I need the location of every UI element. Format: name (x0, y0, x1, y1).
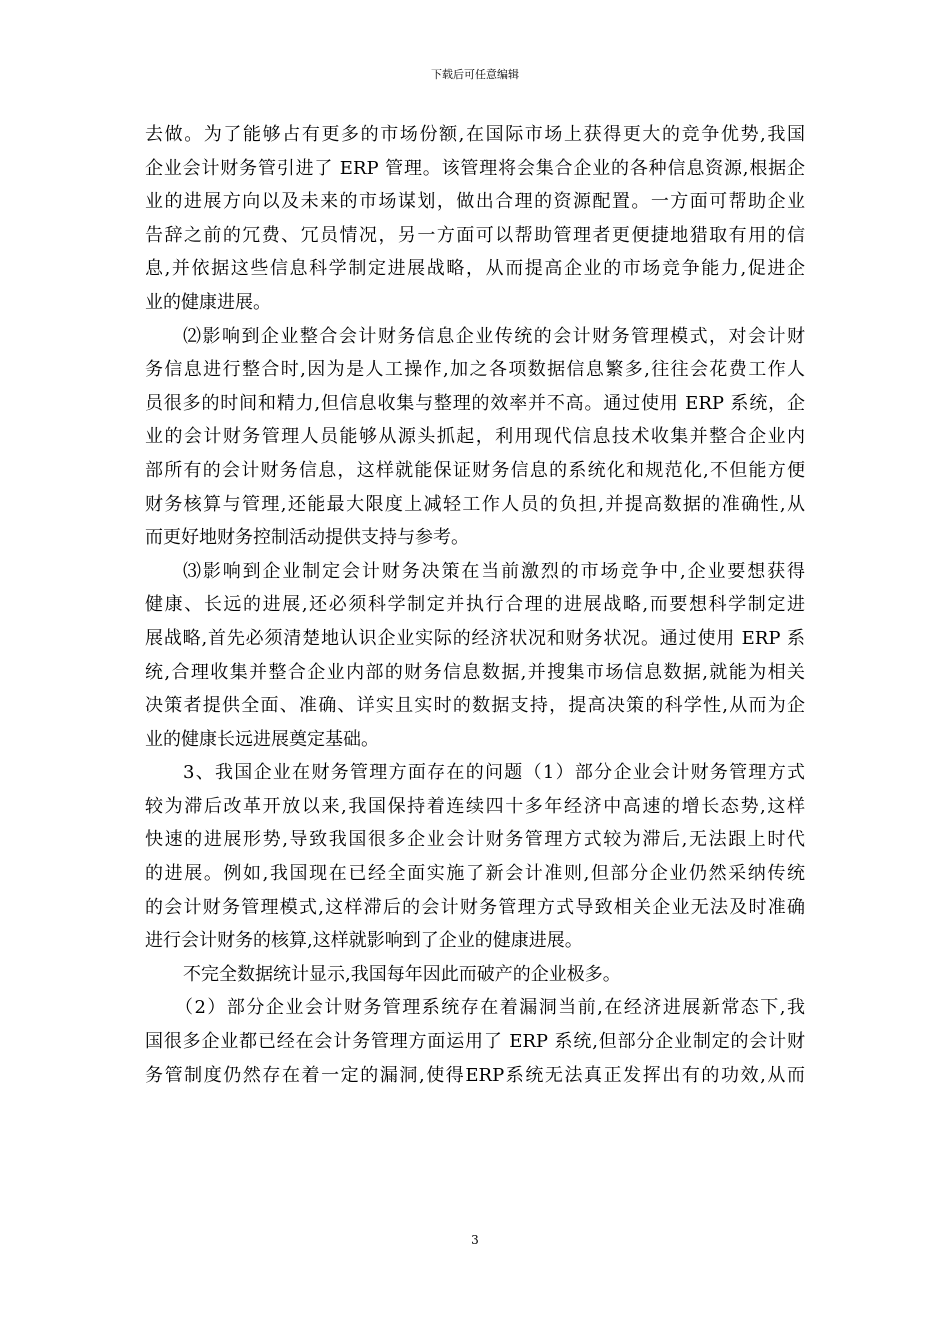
text-line: 业的健康进展。 (145, 291, 271, 313)
text-line: 财务核算与管理,还能最大限度上减轻工作人员的负担,并提高数据的准确性,从 (145, 493, 805, 515)
text-line: ⑶影响到企业制定会计财务决策在当前激烈的市场竞争中,企业要想获得 (183, 560, 805, 582)
text-line: 展战略,首先必须清楚地认识企业实际的经济状况和财务状况。通过使用 ERP 系 (145, 627, 805, 649)
text-line: 较为滞后改革开放以来,我国保持着连续四十多年经济中高速的增长态势,这样 (145, 795, 805, 817)
page-number: 3 (471, 1233, 479, 1247)
text-line: 快速的进展形势,导致我国很多企业会计财务管理方式较为滞后,无法跟上时代 (145, 829, 805, 851)
text-line: 的会计财务管理模式,这样滞后的会计财务管理方式导致相关企业无法及时准确 (145, 896, 805, 918)
text-line: 决策者提供全面、准确、详实且实时的数据支持，提高决策的科学性,从而为企 (145, 695, 805, 717)
text-line: 部所有的会计财务信息，这样就能保证财务信息的系统化和规范化,不但能方便 (145, 459, 805, 481)
text-line: 业的进展方向以及未来的市场谋划，做出合理的资源配置。一方面可帮助企业 (145, 191, 805, 213)
text-line: 去做。为了能够占有更多的市场份额,在国际市场上获得更大的竞争优势,我国 (145, 124, 805, 145)
text-line: 统,合理收集并整合企业内部的财务信息数据,并搜集市场信息数据,就能为相关 (145, 661, 805, 683)
text-line: 务管制度仍然存在着一定的漏洞,使得ERP系统无法真正发挥出有的功效,从而 (145, 1064, 805, 1086)
text-line: 的进展。例如,我国现在已经全面实施了新会计准则,但部分企业仍然采纳传统 (145, 863, 805, 885)
text-line: 健康、长远的进展,还必须科学制定并执行合理的进展战略,而要想科学制定进 (145, 594, 805, 616)
text-line: 息,并依据这些信息科学制定进展战略，从而提高企业的市场竞争能力,促进企 (145, 258, 805, 280)
text-line: 告辞之前的冗费、冗员情况，另一方面可以帮助管理者更便捷地猎取有用的信 (145, 224, 805, 246)
text-line: （2）部分企业会计财务管理系统存在着漏洞当前,在经济进展新常态下,我 (175, 997, 805, 1019)
text-line: 3、我国企业在财务管理方面存在的问题（1）部分企业会计财务管理方式 (183, 762, 805, 784)
text-line: 务信息进行整合时,因为是人工操作,加之各项数据信息繁多,往往会花费工作人 (145, 359, 805, 381)
text-line: 业的会计财务管理人员能够从源头抓起，利用现代信息技术收集并整合企业内 (145, 426, 805, 448)
text-line: ⑵影响到企业整合会计财务信息企业传统的会计财务管理模式，对会计财 (183, 325, 805, 347)
text-line: 进行会计财务的核算,这样就影响到了企业的健康进展。 (145, 930, 583, 952)
text-line: 而更好地财务控制活动提供支持与参考。 (145, 527, 469, 549)
text-line: 不完全数据统计显示,我国每年因此而破产的企业极多。 (183, 963, 621, 985)
text-line: 企业会计财务管引进了 ERP 管理。该管理将会集合企业的各种信息资源,根据企 (145, 157, 805, 179)
text-line: 国很多企业都已经在会计务管理方面运用了 ERP 系统,但部分企业制定的会计财 (145, 1031, 805, 1053)
body-text (145, 118, 805, 1092)
page-header: 下载后可任意编辑 (431, 68, 519, 81)
text-line: 业的健康长远进展奠定基础。 (145, 728, 379, 750)
text-line: 员很多的时间和精力,但信息收集与整理的效率并不高。通过使用 ERP 系统，企 (145, 392, 805, 414)
